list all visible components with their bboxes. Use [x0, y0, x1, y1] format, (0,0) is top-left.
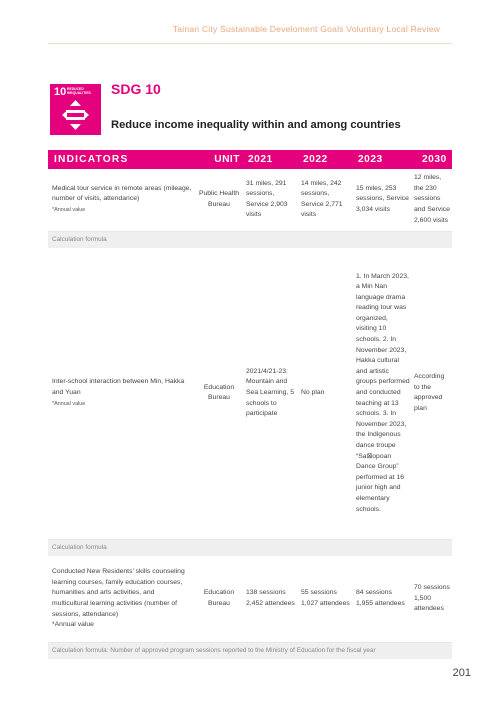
- formula-cell: Calculation formula: Number of approved program sessions reported to the Ministry of Education for the fiscal year: [48, 642, 452, 659]
- unit-cell: Public Health Bureau: [194, 169, 244, 231]
- annual-note: *Annual value: [52, 400, 86, 407]
- formula-row: [48, 231, 452, 248]
- indicator-cell: [48, 556, 194, 642]
- indicator-cell: [48, 169, 194, 231]
- indicator-cell: [48, 248, 194, 539]
- unit-cell: Education Bureau: [194, 248, 244, 539]
- value-2030-cell: According to the approved plan: [412, 248, 452, 539]
- table-row: [48, 248, 452, 539]
- indicator-text: Medical tour service in remote areas (mileage, number of visits, attendance): [52, 184, 192, 203]
- value-2021-cell: 138 sessions 2,452 attendees: [244, 556, 299, 642]
- table-row: [48, 169, 452, 231]
- value-2023-cell: 1. In March 2023, a Min Nan language drama reading tour was organized, visiting 10 schools. 2. In November 2023, Hakka cultural and artistic groups performed and conducted teaching at 13 schools. 3. In November 2023, the Indigenous dance troupe “Sa⊠opoan Dance Group” performed at 16 junior high and elementary schools.: [354, 248, 412, 539]
- value-2022-cell: No plan: [299, 248, 354, 539]
- indicators-table: [48, 150, 452, 659]
- value-2021-cell: 2021/4/21-23: Mountain and Sea Learning, 5 schools to participate: [244, 248, 299, 539]
- col-header-2022: 2022: [299, 150, 354, 169]
- value-2030-cell: 12 miles, the 230 sessions and Service 2,600 visits: [412, 169, 452, 231]
- value-2022-cell: 55 sessions 1,027 attendees: [299, 556, 354, 642]
- page-number: 201: [452, 667, 471, 679]
- indicator-text: Conducted New Residents’ skills counseling learning courses, family education courses, humanities and arts activities, and multicultural learning activities (number of sessions, attendance): [52, 568, 185, 618]
- formula-cell: Calculation formula: [48, 231, 452, 248]
- annual-note: *Annual value: [52, 207, 86, 214]
- col-header-2030: 2030: [412, 150, 452, 169]
- value-2021-cell: 31 miles, 291 sessions, Service 2,903 visits: [244, 169, 299, 231]
- badge-label: REDUCED INEQUALITIES: [67, 87, 91, 95]
- formula-cell: Calculation formula: [48, 539, 452, 556]
- col-header-unit: UNIT: [194, 150, 244, 169]
- annual-note: *Annual value: [52, 621, 94, 629]
- table-header-row: [48, 150, 452, 169]
- sdg-subtitle: Reduce income inequality within and among countries: [111, 119, 401, 131]
- value-2022-cell: 14 miles, 242 sessions, Service 2,771 visits: [299, 169, 354, 231]
- sdg-title: SDG 10: [111, 81, 161, 97]
- table-row: [48, 556, 452, 642]
- badge-number: 10: [54, 86, 67, 98]
- sdg-10-badge: [50, 84, 101, 135]
- formula-row: [48, 642, 452, 659]
- indicator-text: Inter-school interaction between Min, Hakka and Yuan: [52, 378, 185, 397]
- col-header-2023: 2023: [354, 150, 412, 169]
- reduced-inequalities-icon: [62, 100, 89, 130]
- col-header-indicators: INDICATORS: [48, 150, 194, 169]
- report-header-title: Tainan City Sustainable Develoment Goals Voluntary Local Review: [172, 24, 440, 34]
- value-2023-cell: 84 sessions 1,955 attendees: [354, 556, 412, 642]
- value-2023-cell: 15 miles, 253 sessions, Service 3,034 visits: [354, 169, 412, 231]
- col-header-2021: 2021: [244, 150, 299, 169]
- header-divider: [48, 43, 452, 44]
- formula-row: [48, 539, 452, 556]
- unit-cell: Education Bureau: [194, 556, 244, 642]
- value-2030-cell: 70 sessions 1,500 attendees: [412, 556, 452, 642]
